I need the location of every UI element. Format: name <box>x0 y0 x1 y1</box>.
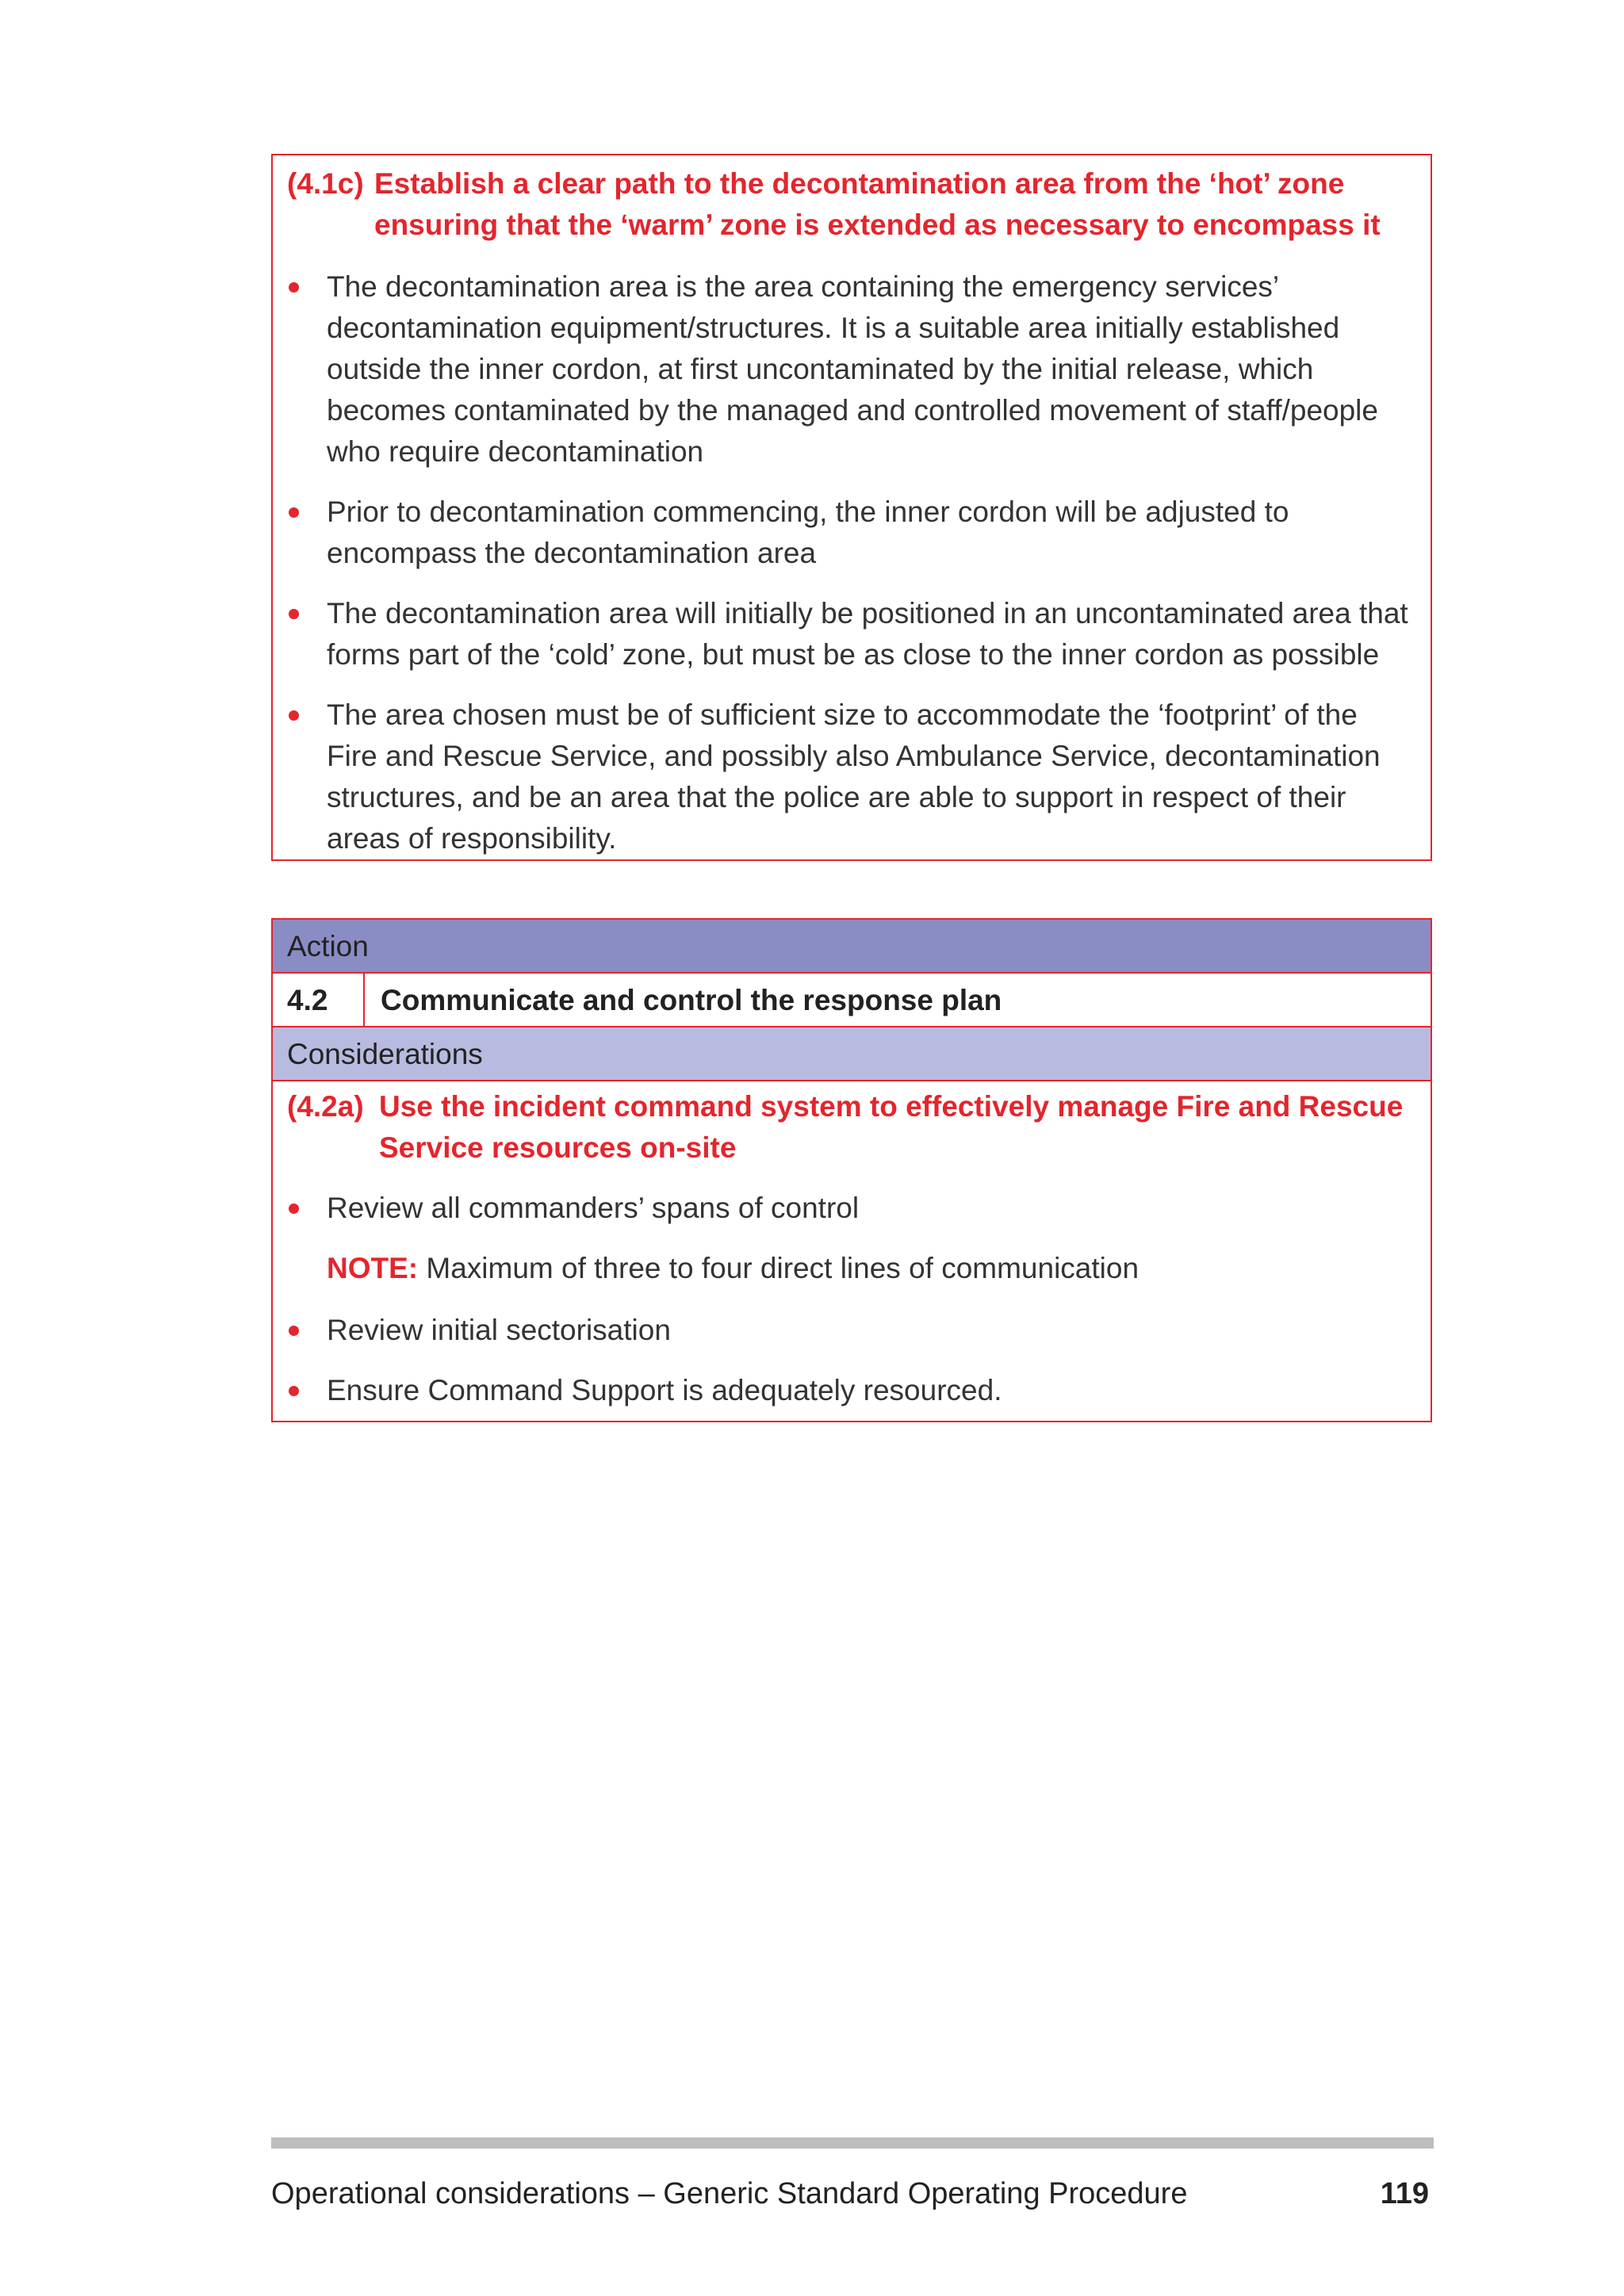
list-item <box>287 695 1413 859</box>
action-header-row <box>273 920 1431 974</box>
page-number: 119 <box>1380 2177 1429 2210</box>
bullet-text: Ensure Command Support is adequately resourced. <box>327 1374 1002 1406</box>
action-number: 4.2 <box>287 984 328 1016</box>
note-line <box>287 1248 1413 1289</box>
section-4-1c-box <box>271 154 1432 861</box>
footer-title: Operational considerations – Generic Standard Operating Procedure <box>271 2177 1188 2210</box>
note-label: NOTE: <box>327 1252 419 1284</box>
considerations-body <box>273 1081 1431 1421</box>
bullet-icon <box>289 1203 299 1214</box>
considerations-header-row <box>273 1027 1431 1081</box>
bullet-icon <box>289 282 299 293</box>
section-title-line-1: Use the incident command system to effectively manage Fire and Rescue <box>379 1090 1404 1123</box>
bullet-text: Review initial sectorisation <box>327 1314 671 1346</box>
action-title: Communicate and control the response plan <box>381 984 1002 1016</box>
list-item <box>287 1370 1413 1411</box>
bullet-list <box>287 266 1413 859</box>
bullet-icon <box>289 507 299 518</box>
section-title-line-1: Establish a clear path to the decontamination area from the ‘hot’ zone <box>374 167 1345 200</box>
list-item <box>287 1188 1413 1229</box>
bullet-text: Review all commanders’ spans of control <box>327 1192 860 1224</box>
action-table <box>271 918 1432 1422</box>
bullet-text: The decontamination area is the area containing the emergency services’ decontamination equipment/structures. It is a suitable area initially established outside the inner cordon, at first uncontaminated by the initial release, which becomes contaminated by the managed and controlled movement of staff/people who require decontamination <box>327 270 1378 468</box>
list-item <box>287 266 1413 473</box>
section-title-line-2: Service resources on-site <box>379 1131 737 1164</box>
section-title-line-2: ensuring that the ‘warm’ zone is extended as necessary to encompass it <box>374 209 1381 241</box>
bullet-text: The decontamination area will initially be positioned in an uncontaminated area that forms part of the ‘cold’ zone, but must be as close to the inner cordon as possible <box>327 597 1408 671</box>
section-title <box>374 163 1413 246</box>
bullet-icon <box>289 1386 299 1396</box>
list-item <box>287 593 1413 675</box>
bullet-icon <box>289 1326 299 1336</box>
section-code: (4.2a) <box>287 1090 364 1123</box>
cell-divider <box>363 974 365 1026</box>
section-title <box>379 1086 1413 1169</box>
note-text: Maximum of three to four direct lines of communication <box>418 1252 1139 1284</box>
action-label: Action <box>287 930 369 962</box>
list-item <box>287 1310 1413 1351</box>
list-item <box>287 492 1413 574</box>
section-code: (4.1c) <box>287 167 364 200</box>
considerations-label: Considerations <box>287 1038 483 1070</box>
action-item-row <box>273 974 1431 1027</box>
bullet-icon <box>289 609 299 619</box>
footer-divider <box>271 2137 1434 2149</box>
bullet-text: Prior to decontamination commencing, the inner cordon will be adjusted to encompass the decontamination area <box>327 496 1289 569</box>
bullet-list <box>287 1188 1413 1411</box>
bullet-text: The area chosen must be of sufficient size to accommodate the ‘footprint’ of the Fire and Rescue Service, and possibly also Ambulance Service, decontamination structures, and be an area that the police are able to support in respect of their areas of responsibility. <box>327 698 1381 855</box>
bullet-icon <box>289 710 299 721</box>
